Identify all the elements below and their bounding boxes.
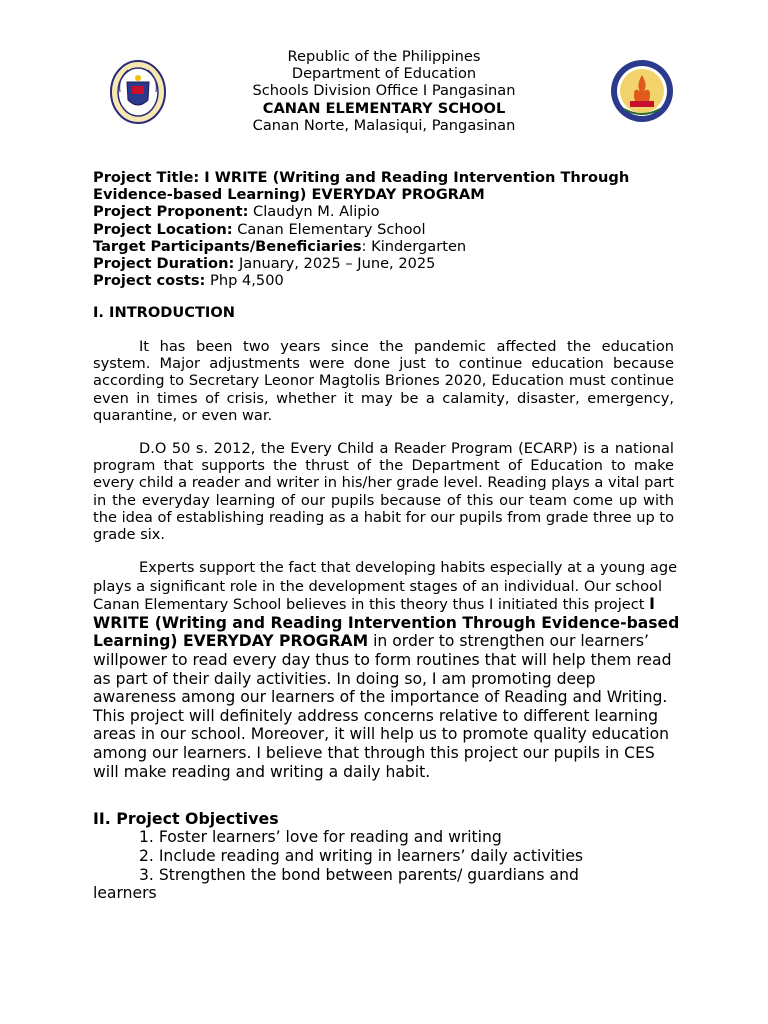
project-participants-label: Target Participants/Beneficiaries [93,237,362,255]
project-costs-label: Project costs: [93,272,206,290]
project-info [93,169,683,289]
objective-item-1: 1. Foster learners’ love for reading and writing [139,828,502,846]
project-duration-label: Project Duration: [93,255,235,273]
header-department: Department of Education [291,65,477,83]
header-school-name: CANAN ELEMENTARY SCHOOL [262,99,506,117]
intro-paragraph-1 [93,338,674,424]
intro-paragraph-2-text: D.O 50 s. 2012, the Every Child a Reader Program (ECARP) is a national program that supports the thrust of the Department of Education to make every child a reader and writer in his/her grade level. Reading plays a vital part in the everyday learning of our pupils because of this our team come up with the idea of establishing reading as a habit for our pupils from grade three up to grade six. [93,440,674,544]
project-title-row [93,169,683,203]
intro-paragraph-3-project-name: I WRITE (Writing and Reading Intervention Through Evidence-based Learning) EVERYDAY PROGRAM [93,595,680,651]
intro-paragraph-3-text-a: Experts support the fact that developing habits especially at a young age plays a significant role in the development stages of an individual. Our school Canan Elementary School believes in this theory thus I initiated this project [93,559,678,614]
intro-paragraph-2 [93,440,674,543]
introduction-heading: I. INTRODUCTION [93,304,235,321]
letterhead [0,48,768,134]
intro-paragraph-1-text: It has been two years since the pandemic affected the education system. Major adjustments were done just to continue education because according to Secretary Leonor Magtolis Briones 2020, Education must continue even in times of crisis, whether it may be a calamity, disaster, emergency, quarantine, or even war. [93,338,674,424]
project-participants-row [93,238,683,255]
project-title-value: I WRITE (Writing and Reading Intervention Through Evidence-based Learning) EVERYDAY PROGRAM [93,169,630,204]
project-location-row [93,221,683,238]
objective-item-3-continuation: learners [93,884,157,903]
project-duration-row [93,255,683,272]
header-address: Canan Norte, Malasiqui, Pangasinan [252,116,516,134]
intro-paragraph-3 [93,558,683,781]
intro-paragraph-3-text-b: in order to strengthen our learners’ willpower to read every day thus to form routines that will help them read as part of their daily activities. In doing so, I am promoting deep awareness among our learners of the importance of Reading and Writing. This project will definitely address concerns relative to different learning areas in our school. Moreover, it will help us to promote quality education among our learners. I believe that through this project our pupils in CES will make reading and writing a daily habit. [93,632,672,781]
header-division: Schools Division Office I Pangasinan [252,82,516,100]
project-participants-value: : Kindergarten [361,237,467,255]
project-proponent-label: Project Proponent: [93,203,249,221]
project-duration-value: January, 2025 – June, 2025 [234,255,436,273]
project-proponent-value: Claudyn M. Alipio [248,203,380,221]
objective-item-3: 3. Strengthen the bond between parents/ guardians and [139,865,579,884]
project-location-label: Project Location: [93,220,233,238]
objectives-heading: II. Project Objectives [93,809,279,828]
project-costs-value: Php 4,500 [205,272,284,290]
project-title-label: Project Title: [93,169,200,186]
project-location-value: Canan Elementary School [232,220,426,238]
project-proponent-row [93,203,683,220]
project-costs-row [93,272,683,289]
objectives-list [93,828,683,903]
objective-item-2: 2. Include reading and writing in learners’ daily activities [139,846,584,865]
header-country: Republic of the Philippines [287,48,481,65]
